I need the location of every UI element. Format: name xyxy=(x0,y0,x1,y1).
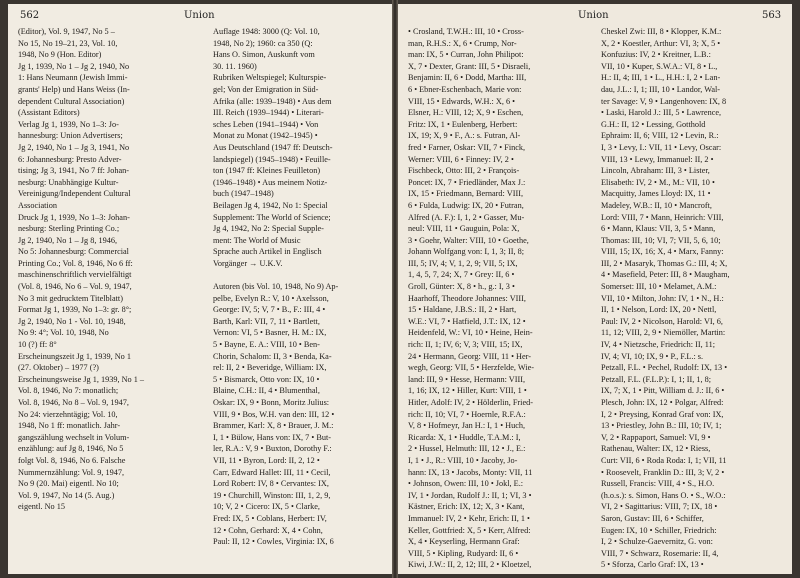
text-line: 1948, No 2); 1960: ca 350 (Q: xyxy=(213,38,313,48)
text-line: Ephraim: II, 6; VIII, 12 • Levin, R.: xyxy=(601,131,719,141)
page-number-left: 562 xyxy=(20,10,40,21)
text-line: grants' Help) und Hans Weiss (In- xyxy=(18,84,130,94)
text-line: Jg 2, 1940, No 1 – Jg 3, 1941, No xyxy=(18,142,130,152)
running-head-left: Union xyxy=(184,10,215,21)
text-line: Paul: II, 12 • Cowles, Virginia: IX, 6 xyxy=(213,537,334,547)
text-line: Plesch, John: IX, 12 • Polgar, Alfred: xyxy=(601,398,724,407)
text-line: ter Savage: V, 9 • Langenhoven: IX, 8 xyxy=(601,96,727,106)
text-line: • Johnson, Owen: III, 10 • Jokl, E.: xyxy=(408,479,524,489)
text-line: Monat zu Monat (1942–1945) • xyxy=(213,131,318,141)
text-line: ton (1947 ff: Kleines Feuilleton) xyxy=(213,166,321,176)
text-line: Ricarda: X, 1 • Huddle, T.A.M.: I, xyxy=(408,432,521,442)
text-line: Fritz: IX, 1 • Eulenberg, Herbert: xyxy=(408,119,518,129)
text-line: (Editor), Vol. 9, 1947, No 5 – xyxy=(18,27,115,36)
text-line: landspiegel) (1945–1948) • Feuille- xyxy=(213,154,331,164)
text-line: tising; Jg 3, 1941, No 7 ff: Johan- xyxy=(18,166,129,176)
text-line: rich: II, 10; VI, 7 • Hoernle, R.F.A.: xyxy=(408,409,526,419)
text-line: 1: Hans Neumann (Jewish Immi- xyxy=(18,73,128,83)
text-line: 6: Johannesburg: Presto Adver- xyxy=(18,154,122,164)
text-line: 6 • Fulda, Ludwig: IX, 20 • Futran, xyxy=(408,200,524,210)
text-line: No 9: 4°; Vol. 10, 1948, No xyxy=(18,328,109,338)
text-line: Nummernzählung: Vol. 9, 1947, xyxy=(18,467,125,477)
text-line: H.: II, 4; III, 1 • L., H.H.: I, 2 • Lan- xyxy=(601,73,721,83)
text-line: rich: II, 1; IV, 6; V, 3; VIII, 15; IX, xyxy=(408,340,523,350)
text-line: Sprache auch Artikel in Englisch xyxy=(213,247,322,257)
text-line: 30. 11. 1960) xyxy=(213,61,257,71)
text-line: 12 • Cohn, Gerhard: X, 4 • Cohn, xyxy=(213,525,323,535)
text-line: Heidenfeld, W.: VI, 10 • Heine, Hein- xyxy=(408,328,533,338)
text-line: wegh, Georg: VII, 5 • Herzfelde, Wie- xyxy=(408,363,535,373)
text-line: No 5: Johannesburg: Commercial xyxy=(18,247,129,257)
text-line: dau, J.L.: I, 1; III, 10 • Landor, Wal- xyxy=(601,84,721,94)
text-line: III. Reich (1939–1944) • Literari- xyxy=(213,108,324,118)
text-line: Hitler, Adolf: IV, 2 • Hölderlin, Fried- xyxy=(408,398,533,407)
text-line: Brammer, Karl: X, 8 • Brauer, J. M.: xyxy=(213,421,334,431)
text-line: Vol. 8, 1946, No 8 – Vol. 9, 1947, xyxy=(18,398,129,407)
text-line: (Vol. 8, 1946, No 6 – Vol. 9, 1947, xyxy=(18,282,132,292)
text-line: Blaine, C.H.: II, 4 • Blumenthal, xyxy=(213,386,320,396)
text-line: VIII, 9 • Bos, W.H. van den: III, 12 • xyxy=(213,409,335,419)
text-line: Cheskel Zwi: III, 8 • Klopper, K.M.: xyxy=(601,27,722,36)
text-line: Beilagen Jg 4, 1942, No 1: Special xyxy=(213,200,328,210)
text-line: 5 • Bayne, E. A.: VIII, 10 • Ben- xyxy=(213,340,320,350)
text-line: • Crosland, T.W.H.: III, 10 • Cross- xyxy=(408,27,524,36)
text-line: eigentl. No 15 xyxy=(18,502,65,512)
text-line: Madeley, W.B.: II, 10 • Mancroft, xyxy=(601,200,712,210)
text-line: VIII, 5 • Kipling, Rudyard: II, 6 • xyxy=(408,548,519,558)
text-line: 6 • Mann, Klaus: VII, 3, 5 • Mann, xyxy=(601,224,716,234)
text-line: Thomas: III, 10; VI, 7; VII, 5, 6, 10; xyxy=(601,235,721,245)
text-line: IX, 7; X, 1 • Pitt, William d. J.: II, 6 • xyxy=(601,386,725,396)
text-line: neul: VIII, 11 • Gauguin, Pola: X, xyxy=(408,224,520,234)
text-line: Lord: VIII, 7 • Mann, Heinrich: VIII, xyxy=(601,212,724,222)
text-line: Verlag Jg 1, 1939, No 1–3: Jo- xyxy=(18,119,119,129)
text-line: 19 • Churchill, Winston: III, 1, 2, 9, xyxy=(213,490,331,500)
text-line: gel; Von der Emigration in Süd- xyxy=(213,84,319,94)
text-line: 10 (?) ff: 8° xyxy=(18,340,57,350)
left-page-column-2 xyxy=(213,26,388,548)
text-line: Paul: IV, 2 • Nicolson, Harold: VI, 6, xyxy=(601,316,723,326)
text-line: Jg 1, 1939, No 1 – Jg 2, 1940, No xyxy=(18,61,130,71)
text-line: • Laski, Harold J.: III, 5 • Lawrence, xyxy=(601,108,722,118)
text-line: Immanuel: IV, 2 • Kehr, Erich: II, 1 • xyxy=(408,513,530,523)
text-line: ler, R.A.: V, 9 • Buxton, Dorothy F.: xyxy=(213,444,332,454)
text-line: 4 • Masefield, Peter: III, 8 • Maugham, xyxy=(601,270,730,280)
text-line: Saron, Gustav: III, 6 • Schiffer, xyxy=(601,513,704,523)
text-line: Printing Co.; Vol. 8, 1946, No 6 ff: xyxy=(18,258,133,268)
text-line xyxy=(213,269,388,281)
left-page-column-1 xyxy=(18,26,208,513)
text-line: V, 2 • Rappaport, Samuel: VI, 9 • xyxy=(601,432,711,442)
text-line: Johann Wolfgang von: I, 1, 3; II, 8; xyxy=(408,247,525,257)
text-line: Konfuzius: IV, 2 • Kreitner, L.B.: xyxy=(601,50,711,60)
text-line: No 15, No 19–21, 23, Vol. 10, xyxy=(18,38,118,48)
text-line: Groll, Günter: X, 8 • h., g.: I, 3 • xyxy=(408,282,515,292)
text-line: 10; V, 2 • Cicero: IX, 5 • Clarke, xyxy=(213,502,320,512)
text-line: 1948, No 9 (Hon. Editor) xyxy=(18,50,102,60)
text-line: Fred: IX, 5 • Coblans, Herbert: IV, xyxy=(213,513,327,523)
text-line: Fischbeck, Otto: III, 2 • François- xyxy=(408,166,520,176)
text-line: VII, 10 • Milton, John: IV, 1 • N., H.: xyxy=(601,293,724,303)
text-line: (1946–1948) • Aus meinem Notiz- xyxy=(213,177,328,187)
text-line: No 24: vierzehntägig; Vol. 10, xyxy=(18,409,118,419)
text-line: IV, 4 • Nietzsche, Friedrich: II, 11; xyxy=(601,340,716,350)
text-line: Haarhoff, Theodore Johannes: VIII, xyxy=(408,293,526,303)
text-line: X, 2 • Koestler, Arthur: VI, 3; X, 5 • xyxy=(601,38,721,48)
text-line: 6 • Ebner-Eschenbach, Marie von: xyxy=(408,84,522,94)
text-line: 5 • Bismarck, Otto von: IX, 10 • xyxy=(213,374,320,384)
text-line: dependent Cultural Association) xyxy=(18,96,125,106)
text-line: 1948, No 1 ff: monatlich. Jahr- xyxy=(18,421,121,431)
text-line: Russell, Francis: VIII, 4 • S., H.O. xyxy=(601,479,715,489)
text-line: Lord Robert: IV, 8 • Cervantes: IX, xyxy=(213,479,329,489)
right-page xyxy=(398,4,792,574)
text-line: 11, 12; VIII, 2, 9 • Niemöller, Martin: xyxy=(601,328,726,338)
text-line: Hans O. Simon, Auskunft vom xyxy=(213,50,315,60)
text-line: Vernon: VI, 5 • Basner, H. M.: IX, xyxy=(213,328,327,338)
text-line: Autoren (bis Vol. 10, 1948, No 9) Ap- xyxy=(213,282,339,292)
text-line: Benjamin: II, 6 • Dodd, Martha: III, xyxy=(408,73,527,83)
text-line: gangszählung wechselt in Volum- xyxy=(18,432,130,442)
text-line: maschinenschriftlich vervielfältigt xyxy=(18,270,132,280)
text-line: X, 4 • Keyserling, Hermann Graf: xyxy=(408,537,520,547)
text-line: Rathenau, Walter: IX, 12 • Riess, xyxy=(601,444,711,454)
text-line: Format Jg 1, 1939, No 1–3: gr. 8°; xyxy=(18,305,132,315)
text-line: II, 1 • Nelson, Lord: IX, 20 • Nettl, xyxy=(601,305,717,315)
text-line: Barth, Karl: VII, 7, 11 • Bartlett, xyxy=(213,316,320,326)
text-line: • Roosevelt, Franklin D.: III, 3; V, 2 • xyxy=(601,467,725,477)
text-line: III, 2 • Masaryk, Thomas G.: III, 4; X, xyxy=(601,258,728,268)
text-line: I, 2 • Schulze-Gaevernitz, G. von: xyxy=(601,537,713,547)
text-line: Kiwi, J.W.: II, 2, 12; III, 2 • Kloetzel, xyxy=(408,560,532,570)
text-line: Kästner, Erich: IX, 12; X, 3 • Kant, xyxy=(408,502,525,512)
text-line: Eugen: IX, 10 • Schiller, Friedrich: xyxy=(601,525,717,535)
text-line: (Assistant Editors) xyxy=(18,108,80,118)
text-line: No 3 mit gedrucktem Titelblatt) xyxy=(18,293,123,303)
text-line: Petzall, F.L. (F.L.P.): I, 1; II, 1, 8; xyxy=(601,374,712,384)
text-line: No 9 (20. Mai) eigentl. No 10; xyxy=(18,479,119,489)
text-line: IX, 15 • Friedmann, Bernard: VIII, xyxy=(408,189,524,199)
text-line: Association xyxy=(18,200,57,210)
text-line: Supplement: The World of Science; xyxy=(213,212,331,222)
text-line: Jg 2, 1940, No 1 - Vol. 10, 1948, xyxy=(18,316,126,326)
left-page xyxy=(8,4,392,574)
text-line: (27. Oktober) – 1977 (?) xyxy=(18,363,99,373)
text-line: Vol. 9, 1947, No 14 (5. Aug.) xyxy=(18,490,115,500)
text-line: I, 2 • Preysing, Konrad Graf von: IX, xyxy=(601,409,724,419)
page-number-right: 563 xyxy=(762,10,782,21)
text-line: Rubriken Weltspiegel; Kulturspie- xyxy=(213,73,327,83)
text-line: VIII, 15; IX, 16; X, 4 • Marx, Fanny: xyxy=(601,247,724,257)
text-line: Aus Deutschland (1947 ff: Deutsch- xyxy=(213,142,333,152)
text-line: Keller, Gottfried: X, 5 • Kerr, Alfred: xyxy=(408,525,531,535)
text-line: man, R.H.S.: X, 6 • Crump, Nor- xyxy=(408,38,517,48)
text-line: ment: The World of Music xyxy=(213,235,301,245)
text-line: enzählung: auf Jg 8, 1946, No 5 xyxy=(18,444,124,454)
text-line: Elisabeth: IV, 2 • M., M.: VII, 10 • xyxy=(601,177,715,187)
text-line: pelbe, Evelyn R.: V, 10 • Axelsson, xyxy=(213,293,329,303)
text-line: Vereinigung/Independent Cultural xyxy=(18,189,131,199)
text-line: Elsner, H.: VIII, 12; X, 9 • Eschen, xyxy=(408,108,524,118)
text-line: Afrika (alle: 1939–1948) • Aus dem xyxy=(213,96,332,106)
right-page-column-2 xyxy=(601,26,787,571)
text-line: I, 3 • Levy, I.: VII, 11 • Levy, Oscar: xyxy=(601,142,722,152)
text-line: Erscheinungszeit Jg 1, 1939, No 1 xyxy=(18,351,131,361)
text-line: buch (1947–1948) xyxy=(213,189,274,199)
text-line: X, 7 • Dexter, Grant: III, 5 • Disraeli, xyxy=(408,61,531,71)
text-line: VIII, 7 • Schwarz, Rosemarie: II, 4, xyxy=(601,548,719,558)
text-line: Alfred (A. F.): I, 1, 2 • Gasser, Mu- xyxy=(408,212,525,222)
text-line: Somerset: III, 10 • Melamet, A.M.: xyxy=(601,282,717,292)
text-line: fred • Farner, Oskar: VII, 7 • Finck, xyxy=(408,142,526,152)
text-line: VI, 2 • Sagittarius: VIII, 7; IX, 18 • xyxy=(601,502,718,512)
text-line: Macquitty, James Lloyd: IX, 11 • xyxy=(601,189,711,199)
text-line: 5 • Sforza, Carlo Graf: IX, 13 • xyxy=(601,560,704,570)
text-line: Lincoln, Abraham: III, 3 • Lister, xyxy=(601,166,710,176)
text-line: Auflage 1948: 3000 (Q: Vol. 10, xyxy=(213,27,320,36)
text-line: IV, 4; VI, 10; IX, 9 • P., F.L.: s. xyxy=(601,351,704,361)
text-line: VII, 10 • Kuper, S.W.A.: VI, 8 • L., xyxy=(601,61,718,71)
text-line: 1, 4, 5, 7, 24; X, 7 • Grey: II, 6 • xyxy=(408,270,515,280)
text-line: nesburg: Sterling Printing Co.; xyxy=(18,224,120,234)
text-line: hannesburg: Union Advertisers; xyxy=(18,131,123,141)
text-line: Vorgänger → U.K.V. xyxy=(213,258,283,268)
text-line: IV, 1 • Jordan, Rudolf J.: II, 1; VI, 3 • xyxy=(408,490,532,500)
text-line: III, 5; IV, 4; V, 1, 2, 9; VII, 5; IX, xyxy=(408,258,518,268)
text-line: Curt: VII, 6 • Roda Roda: I, 1; VII, 11 xyxy=(601,455,727,465)
text-line: VIII, 13 • Lewy, Immanuel: II, 2 • xyxy=(601,154,714,164)
text-line: Erscheinungsweise Jg 1, 1939, No 1 – xyxy=(18,374,145,384)
text-line: 15 • Haldane, J.B.S.: II, 2 • Hart, xyxy=(408,305,517,315)
text-line: 13 • Priestley, John B.: III, 10; IV, 1; xyxy=(601,421,722,431)
text-line: 1, 16; IX, 12 • Hiller, Kurt: VIII, 1 • xyxy=(408,386,527,396)
text-line: 24 • Hermann, Georg: VIII, 11 • Her- xyxy=(408,351,531,361)
text-line: 3 • Goehr, Walter: VIII, 10 • Goethe, xyxy=(408,235,529,245)
right-page-column-1 xyxy=(408,26,596,571)
text-line: W.E.: VI, 7 • Hatfield, J.T.: IX, 12 • xyxy=(408,316,526,326)
running-head-right: Union xyxy=(578,10,609,21)
text-line: VII, 11 • Byron, Lord: II, 2, 12 • xyxy=(213,455,320,465)
text-line: Poncet: IX, 7 • Friedländer, Max J.: xyxy=(408,177,526,187)
text-line: Vol. 8, 1946, No 7: monatlich; xyxy=(18,386,119,396)
text-line: Petzall, F.L. • Pechel, Rudolf: IX, 13 • xyxy=(601,363,728,373)
text-line: Druck Jg 1, 1939, No 1–3: Johan- xyxy=(18,212,130,222)
text-line: Chorin, Schalom: II, 3 • Benda, Ka- xyxy=(213,351,332,361)
text-line: nesburg: Unabhängige Kultur- xyxy=(18,177,119,187)
text-line: I, 1 • Bülow, Hans von: IX, 7 • But- xyxy=(213,432,331,442)
text-line: hann: IX, 13 • Jacobs, Monty: VII, 11 xyxy=(408,467,533,477)
text-line: sches Leben (1941–1944) • Von xyxy=(213,119,319,129)
text-line: Werner: VIII, 6 • Finney: IV, 2 • xyxy=(408,154,514,164)
text-line: folgt Vol. 8, 1946, No 6. Falsche xyxy=(18,455,126,465)
text-line: Jg 2, 1940, No 1 – Jg 8, 1946, xyxy=(18,235,118,245)
text-line: (h.o.s.): s. Simon, Hans O. • S., W.O.: xyxy=(601,490,726,500)
text-line: VIII, 15 • Edwards, W.H.: X, 6 • xyxy=(408,96,516,106)
text-line: man: IX, 5 • Curran, John Philipot: xyxy=(408,50,524,60)
text-line: IX, 19; X, 9 • F., A.: s. Futran, Al- xyxy=(408,131,521,141)
text-line: 2 • Hussel, Helmuth: III, 12 • J., E.: xyxy=(408,444,526,454)
text-line: Carr, Edward Hallet: III, 11 • Cecil, xyxy=(213,467,331,477)
text-line: V, 8 • Hofmeyr, Jan H.: I, 1 • Huch, xyxy=(408,421,526,431)
text-line: I, 1 • J., R.: VIII, 10 • Jacoby, Jo- xyxy=(408,455,518,465)
text-line: rel: II, 2 • Beveridge, William: IX, xyxy=(213,363,327,373)
text-line: land: III, 9 • Hesse, Hermann: VIII, xyxy=(408,374,526,384)
text-line: Jg 4, 1942, No 2: Special Supple- xyxy=(213,224,324,234)
text-line: Oskar: IX, 9 • Bonn, Moritz Julius: xyxy=(213,398,330,407)
text-line: George: IV, 5; V, 7 • B., F.: III, 4 • xyxy=(213,305,326,315)
text-line: G.H.: II, 12 • Lessing, Gotthold xyxy=(601,119,706,129)
